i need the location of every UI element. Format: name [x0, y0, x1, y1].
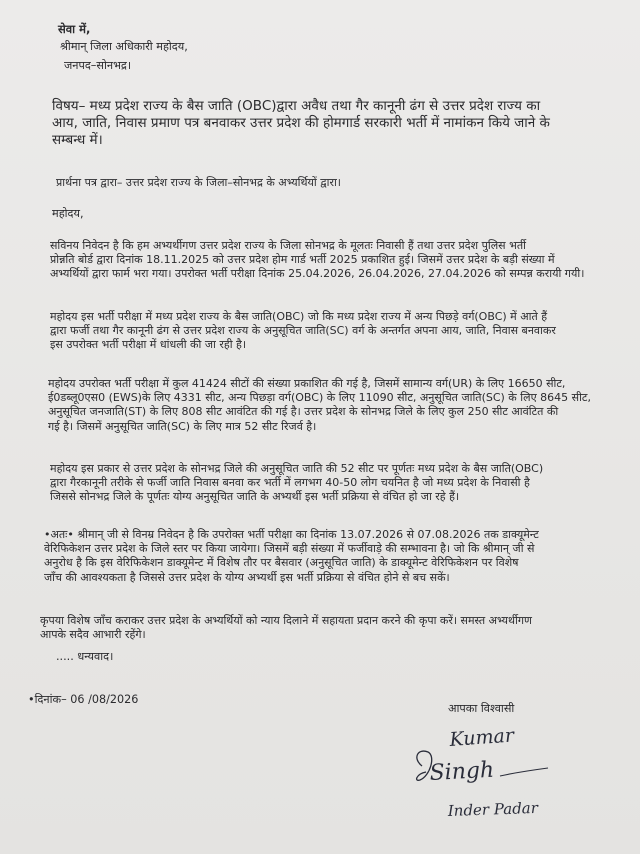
signature-line-2: Singh [429, 757, 495, 786]
paragraph-line: महोदय इस भर्ती परीक्षा में मध्य प्रदेश राज्य के बैस जाति(OBC) जो कि मध्य प्रदेश राज्य में अन्य पिछड़े वर्ग(OBC) में आते हैं [50, 310, 548, 323]
paragraph-line: द्वारा फर्जी तथा गैर कानूनी ढंग से उत्तर प्रदेश राज्य के अनुसूचित जाति(SC) वर्ग के अन्तर्गत अपना आय, जाति, निवास बनवाकर [50, 324, 556, 338]
paragraph-line: कृपया विशेष जाँच कराकर उत्तर प्रदेश के अभ्यर्थियों को न्याय दिलाने में सहायता प्रदान करने की कृपा करें। समस्त अभ्यर्थीगण [40, 614, 532, 627]
paragraph-line: सविनय निवेदन है कि हम अभ्यर्थीगण उत्तर प्रदेश राज्य के जिला सोनभद्र के मूलतः निवासी हैं तथा उत्तर प्रदेश पुलिस भर्ती [50, 239, 526, 252]
letter-date: •दिनांक– 06 /08/2026 [28, 693, 139, 706]
signature [408, 718, 598, 828]
subject-line: सम्बन्ध में। [52, 132, 103, 148]
signature-underline [500, 768, 548, 776]
paragraph-line: महोदय उपरोक्त भर्ती परीक्षा में कुल 41424 सीटों की संख्या प्रकाशित की गई है, जिसमें सामान्य वर्ग(UR) के लिए 16650 सीट, [48, 377, 566, 390]
paragraph-line: महोदय इस प्रकार से उत्तर प्रदेश के सोनभद्र जिले की अनुसूचित जाति की 52 सीट पर पूर्णतः मध्य प्रदेश के बैस जाति(OBC) [50, 462, 544, 475]
paragraph-1 [50, 239, 584, 282]
closing: आपका विश्वासी [448, 702, 515, 715]
paragraph-line: गई है। जिसमें अनुसूचित जाति(SC) के लिए मात्र 52 सीट रिजर्व है। [48, 419, 317, 433]
paragraph-line: आपके सदैव आभारी रहेंगे। [40, 628, 146, 642]
paragraph-line: अनुरोध है कि इस वेरिफिकेशन डाक्यूमेन्ट में विशेष तौर पर बैसवार (अनुसूचित जाति) के डाक्यूमेन्ट वेरिफिकेशन पर विशेष [44, 556, 519, 570]
thanks: ..... धन्यवाद। [56, 650, 114, 663]
paragraph-line: द्वारा गैरकानूनी तरीके से फर्जी जाति निवास बनवा कर भर्ती में लगभग 40-50 लोग चयनित है जो मध्य प्रदेश के निवासी है [50, 476, 530, 490]
paragraph-line: अभ्यर्थियों द्वारा फार्म भरा गया। उपरोक्त भर्ती परीक्षा दिनांक 25.04.2026, 26.04.2026, 27.04.2026 को सम्पन्न करायी गयी। [50, 267, 585, 281]
paragraph-line: जाँच की आवश्यकता है जिससे उत्तर प्रदेश के योग्य अभ्यर्थी इस भर्ती प्रक्रिया से वंचित होने से बच सकें। [44, 570, 450, 584]
paragraph-line: ई0डब्लू0एस0 (EWS)के लिए 4331 सीट, अन्य पिछड़ा वर्ग(OBC) के लिए 11090 सीट, अनुसूचित जाति(SC) के लिए 8645 सीट, [48, 391, 591, 405]
paragraph-line: वेरिफिकेशन उत्तर प्रदेश के जिले स्तर पर किया जायेगा। जिसमें बड़ी संख्या में फर्जीवाड़े की सम्भावना है। जो कि श्रीमान् जी से [44, 542, 535, 556]
paragraph-6 [40, 614, 532, 642]
paragraph-2 [50, 310, 556, 353]
subject-block [52, 98, 550, 149]
paragraph-line: •अतः• श्रीमान् जी से विनम्र निवेदन है कि उपरोक्त भर्ती परीक्षा का दिनांक 13.07.2026 से 07.08.2026 तक डाक्यूमेन्ट [44, 528, 539, 541]
paragraph-5 [44, 528, 539, 585]
subject-line: आय, जाति, निवास प्रमाण पत्र बनवाकर उत्तर प्रदेश की होमगार्ड सरकारी भर्ती में नामांकन किये जाने के [52, 115, 550, 131]
applicant-line: प्रार्थना पत्र द्वारा– उत्तर प्रदेश राज्य के जिला–सोनभद्र के अभ्यर्थियों द्वारा। [56, 176, 341, 189]
signature-line-1: Kumar [448, 724, 515, 751]
addressee: श्रीमान् जिला अधिकारी महोदय, [60, 40, 188, 53]
signature-line-3: Inder Padar [447, 798, 539, 820]
salutation-to: सेवा में, [58, 22, 91, 36]
paragraph-line: जिससे सोनभद्र जिले के पूर्णतः योग्य अनुसूचित जाति के अभ्यर्थी इस भर्ती प्रक्रिया से वंचित हो जा रहे हैं। [50, 490, 460, 504]
paragraph-line: अनुसूचित जनजाति(ST) के लिए 808 सीट आवंटित की गई है। उत्तर प्रदेश के सोनभद्र जिले के लिए कुल 250 सीट आवंटित की [48, 405, 559, 419]
paragraph-line: प्रोन्नति बोर्ड द्वारा दिनांक 18.11.2025 को उत्तर प्रदेश होम गार्ड भर्ती 2025 प्रकाशित हुई। जिसमें उत्तर प्रदेश के बड़ी संख्या में [50, 253, 555, 267]
paragraph-4 [50, 462, 543, 505]
subject-line: विषय– मध्य प्रदेश राज्य के बैस जाति (OBC)द्वारा अवैध तथा गैर कानूनी ढंग से उत्तर प्रदेश राज्य का [52, 98, 541, 114]
paragraph-line: इस उपरोक्त भर्ती परीक्षा में धांधली की जा रही है। [50, 338, 247, 352]
paragraph-3 [48, 377, 591, 434]
district: जनपद–सोनभद्र। [64, 59, 132, 72]
greeting: महोदय, [52, 207, 84, 220]
